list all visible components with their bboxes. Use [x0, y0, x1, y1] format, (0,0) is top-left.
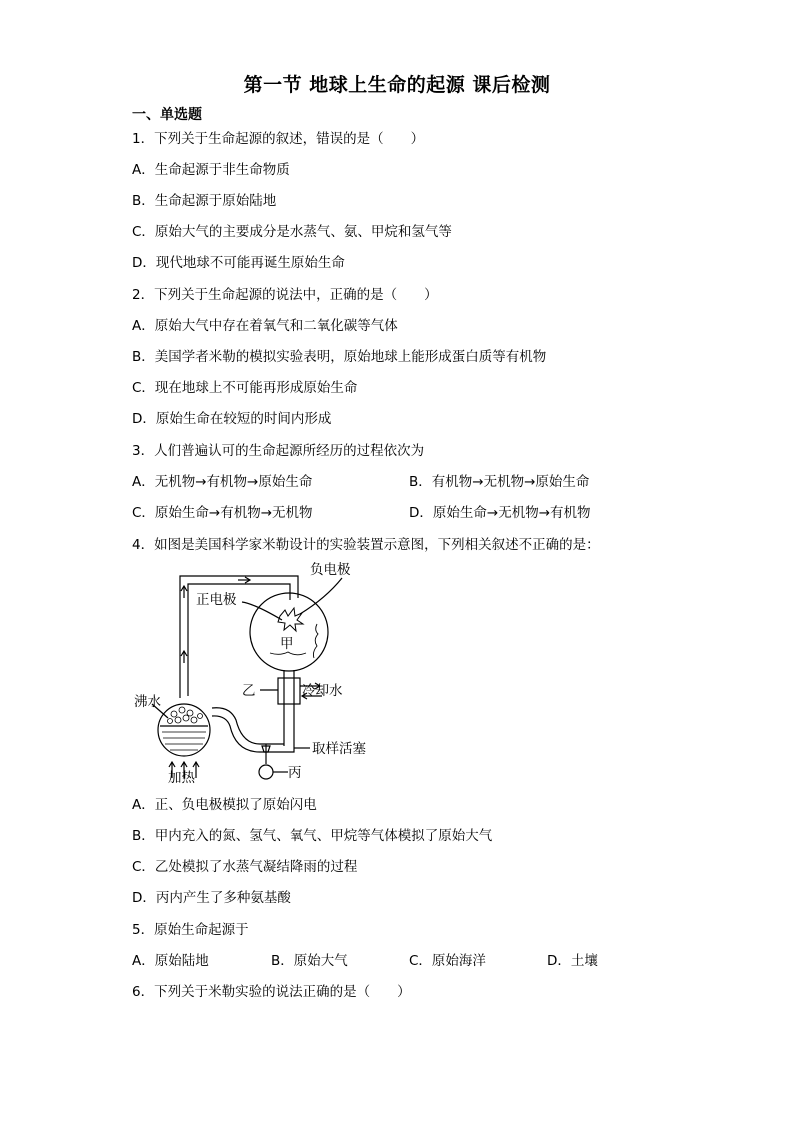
question-1-option-b: B．生命起源于原始陆地: [132, 193, 277, 209]
question-4-option-a: A．正、负电极模拟了原始闪电: [132, 797, 317, 813]
label-jia: 甲: [280, 636, 294, 652]
label-boiling-water: 沸水: [134, 694, 161, 710]
label-bing: 丙: [288, 765, 302, 781]
question-1-option-a: A．生命起源于非生命物质: [132, 162, 290, 178]
label-positive-electrode: 正电极: [196, 592, 237, 608]
question-3-option-d: D．原始生命→无机物→有机物: [409, 505, 591, 521]
question-4-option-c: C．乙处模拟了水蒸气凝结降雨的过程: [132, 859, 358, 875]
question-1-stem: 1．下列关于生命起源的叙述，错误的是（ ）: [132, 131, 425, 147]
question-5-option-d: D．土壤: [547, 953, 598, 969]
question-2-stem: 2．下列关于生命起源的说法中，正确的是（ ）: [132, 287, 438, 303]
section-heading: 一、单选题: [132, 107, 202, 123]
question-5-option-b: B．原始大气: [271, 953, 348, 969]
question-4-stem: 4．如图是美国科学家米勒设计的实验装置示意图，下列相关叙述不正确的是：: [132, 537, 600, 553]
label-negative-electrode: 负电极: [310, 562, 351, 578]
question-5-stem: 5．原始生命起源于: [132, 922, 249, 938]
label-cooling-water: 冷却水: [302, 683, 343, 699]
question-3-option-c: C．原始生命→有机物→无机物: [132, 505, 313, 521]
question-3-stem: 3．人们普遍认可的生命起源所经历的过程依次为: [132, 443, 425, 459]
question-5-option-a: A．原始陆地: [132, 953, 209, 969]
question-3-option-b: B．有机物→无机物→原始生命: [409, 474, 590, 490]
question-5-option-c: C．原始海洋: [409, 953, 486, 969]
question-2-option-b: B．美国学者米勒的模拟实验表明，原始地球上能形成蛋白质等有机物: [132, 349, 547, 365]
question-4-option-b: B．甲内充入的氮、氢气、氧气、甲烷等气体模拟了原始大气: [132, 828, 493, 844]
question-2-option-a: A．原始大气中存在着氧气和二氧化碳等气体: [132, 318, 398, 334]
miller-apparatus-diagram: [130, 558, 370, 788]
label-heating: 加热: [168, 770, 195, 786]
label-yi: 乙: [242, 683, 256, 699]
question-4-option-d: D．丙内产生了多种氨基酸: [132, 890, 291, 906]
question-1-option-c: C．原始大气的主要成分是水蒸气、氨、甲烷和氢气等: [132, 224, 452, 240]
question-2-option-d: D．原始生命在较短的时间内形成: [132, 411, 332, 427]
question-3-option-a: A．无机物→有机物→原始生命: [132, 474, 313, 490]
page-title: 第一节 地球上生命的起源 课后检测: [243, 74, 551, 96]
label-sampling-valve: 取样活塞: [312, 741, 366, 757]
question-1-option-d: D．现代地球不可能再诞生原始生命: [132, 255, 345, 271]
question-2-option-c: C．现在地球上不可能再形成原始生命: [132, 380, 358, 396]
question-6-stem: 6．下列关于米勒实验的说法正确的是（ ）: [132, 984, 411, 1000]
